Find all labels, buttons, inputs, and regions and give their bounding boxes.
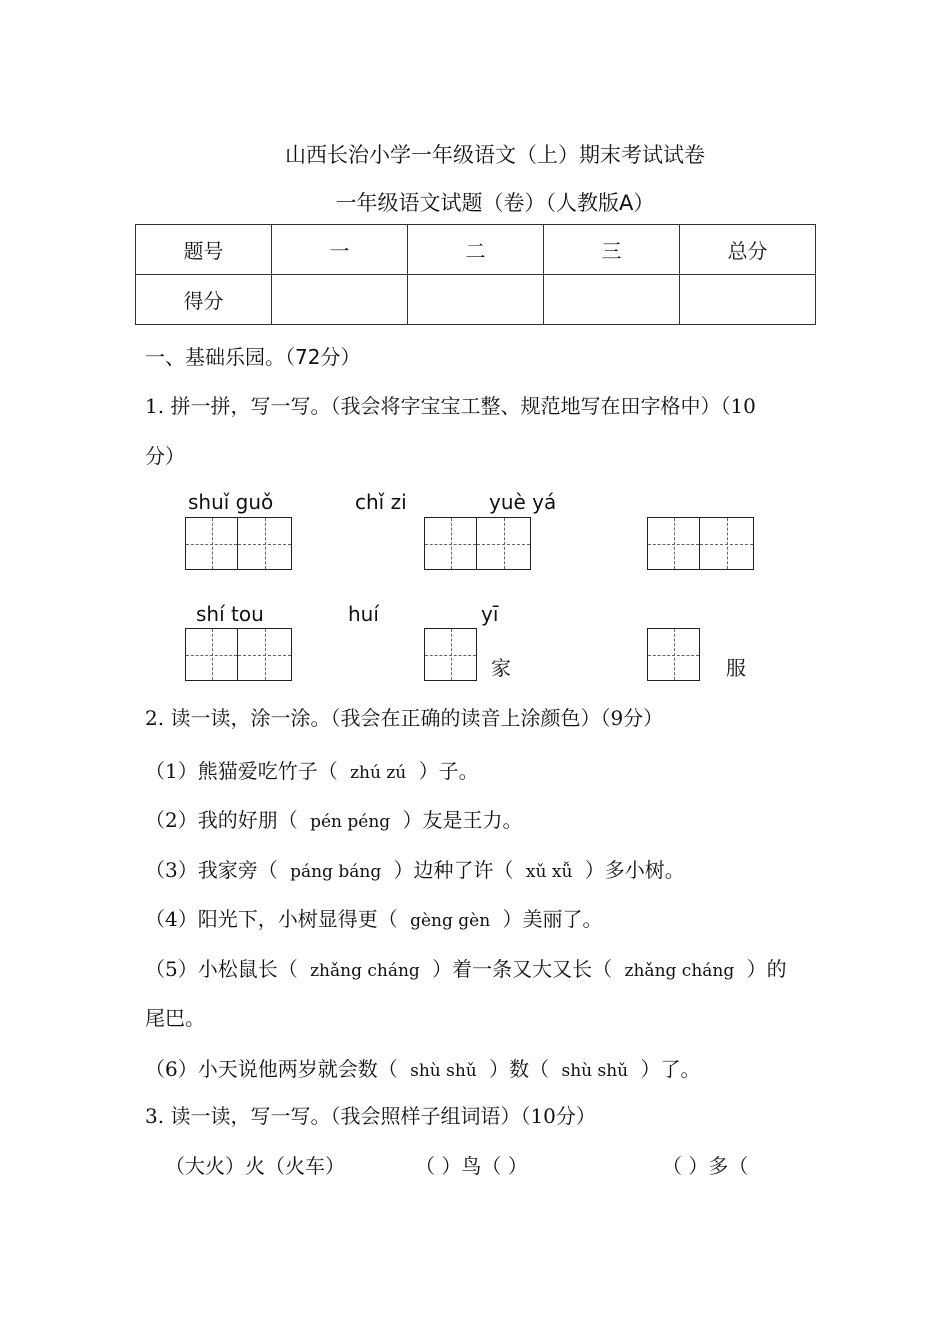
q2-item-text: （4）阳光下，小树显得更（ — [145, 907, 398, 931]
score-table-header-row — [136, 225, 816, 275]
writing-grid[interactable] — [647, 628, 700, 681]
q3-heading: 3. 读一读，写一写。（我会照样子组词语）（10分） — [145, 1104, 596, 1128]
score-cell[interactable] — [544, 275, 680, 325]
grid-cell[interactable] — [700, 517, 754, 570]
writing-grid[interactable] — [647, 517, 754, 570]
q2-item — [145, 854, 685, 883]
grid-cell[interactable] — [185, 517, 238, 570]
pinyin-options[interactable]: pén péng — [310, 812, 391, 832]
q2-item-text: ）多小树。 — [584, 858, 685, 882]
q2-item-text: （1）熊猫爱吃竹子（ — [145, 759, 338, 783]
q2-item-text: （3）我家旁（ — [145, 858, 278, 882]
suffix-char: 服 — [726, 656, 746, 680]
q2-item-cont: 尾巴。 — [145, 1006, 205, 1030]
q2-item-text: （6）小天说他两岁就会数（ — [145, 1057, 398, 1081]
q2-item-text: ）美丽了。 — [502, 907, 603, 931]
score-header-cell: 三 — [544, 225, 680, 275]
q1-heading: 1. 拼一拼，写一写。（我会将字宝宝工整、规范地写在田字格中）（10 — [145, 394, 756, 418]
grid-cell[interactable] — [238, 517, 292, 570]
writing-grid[interactable] — [185, 517, 292, 570]
score-header-cell: 题号 — [136, 225, 272, 275]
q2-item-text: ）的 — [746, 957, 787, 981]
writing-grid[interactable] — [185, 628, 292, 681]
q3-example: （大火）火（火车） — [165, 1154, 345, 1178]
pinyin-label: huí — [348, 602, 379, 626]
q2-item — [145, 1053, 700, 1082]
pinyin-options[interactable]: zhú zú — [350, 763, 407, 783]
q2-item-text: （2）我的好朋（ — [145, 808, 298, 832]
q2-heading: 2. 读一读，涂一涂。（我会在正确的读音上涂颜色）（9分） — [145, 706, 664, 730]
pinyin-options[interactable]: shù shǔ — [410, 1061, 477, 1081]
q2-item-text: （5）小松鼠长（ — [145, 957, 298, 981]
q2-item — [145, 755, 479, 784]
q2-item — [145, 903, 603, 932]
pinyin-label: shuǐ guǒ — [188, 490, 274, 514]
pinyin-options[interactable]: shù shǔ — [561, 1061, 629, 1081]
pinyin-label: chǐ zi — [355, 490, 407, 514]
q2-item-text: ）子。 — [418, 759, 479, 783]
score-table — [135, 224, 816, 325]
grid-cell[interactable] — [647, 517, 700, 570]
score-cell[interactable] — [272, 275, 408, 325]
grid-cell[interactable] — [424, 628, 477, 681]
pinyin-options[interactable]: páng báng — [290, 862, 382, 882]
pinyin-label: yuè yá — [489, 490, 557, 514]
pinyin-label: yī — [481, 602, 499, 626]
score-header-cell: 总分 — [680, 225, 816, 275]
writing-grid[interactable] — [424, 517, 531, 570]
q2-item — [145, 804, 523, 833]
pinyin-label: shí tou — [196, 602, 264, 626]
q2-item-text: ）了。 — [640, 1057, 701, 1081]
grid-cell[interactable] — [647, 628, 700, 681]
q3-blank[interactable]: （ ）多（ — [662, 1154, 749, 1178]
grid-cell[interactable] — [238, 628, 292, 681]
section1-heading: 一、基础乐园。（72分） — [145, 345, 361, 369]
pinyin-options[interactable]: zhǎng cháng — [310, 961, 420, 981]
grid-cell[interactable] — [477, 517, 531, 570]
pinyin-options[interactable]: zhǎng cháng — [624, 961, 735, 981]
suffix-char: 家 — [491, 656, 511, 680]
page-subtitle: 一年级语文试题（卷）（人教版A） — [335, 191, 655, 215]
pinyin-options[interactable]: xǔ xǚ — [525, 862, 573, 882]
q2-item-text: ）友是王力。 — [402, 808, 523, 832]
score-table-row — [136, 275, 816, 325]
score-cell[interactable] — [408, 275, 544, 325]
q2-item-text: ）边种了许（ — [393, 858, 514, 882]
q2-item-text: ）着一条又大又长（ — [432, 957, 613, 981]
q1-heading-cont: 分） — [145, 444, 185, 468]
score-row-label: 得分 — [136, 275, 272, 325]
score-header-cell: 一 — [272, 225, 408, 275]
score-cell[interactable] — [680, 275, 816, 325]
pinyin-options[interactable]: gèng gèn — [410, 911, 491, 931]
score-header-cell: 二 — [408, 225, 544, 275]
page-title: 山西长治小学一年级语文（上）期末考试试卷 — [285, 143, 705, 167]
q3-blank[interactable]: （ ）鸟（ ） — [415, 1154, 528, 1178]
grid-cell[interactable] — [424, 517, 477, 570]
q2-item — [145, 953, 787, 982]
grid-cell[interactable] — [185, 628, 238, 681]
q2-item-text: ）数（ — [489, 1057, 550, 1081]
writing-grid[interactable] — [424, 628, 477, 681]
